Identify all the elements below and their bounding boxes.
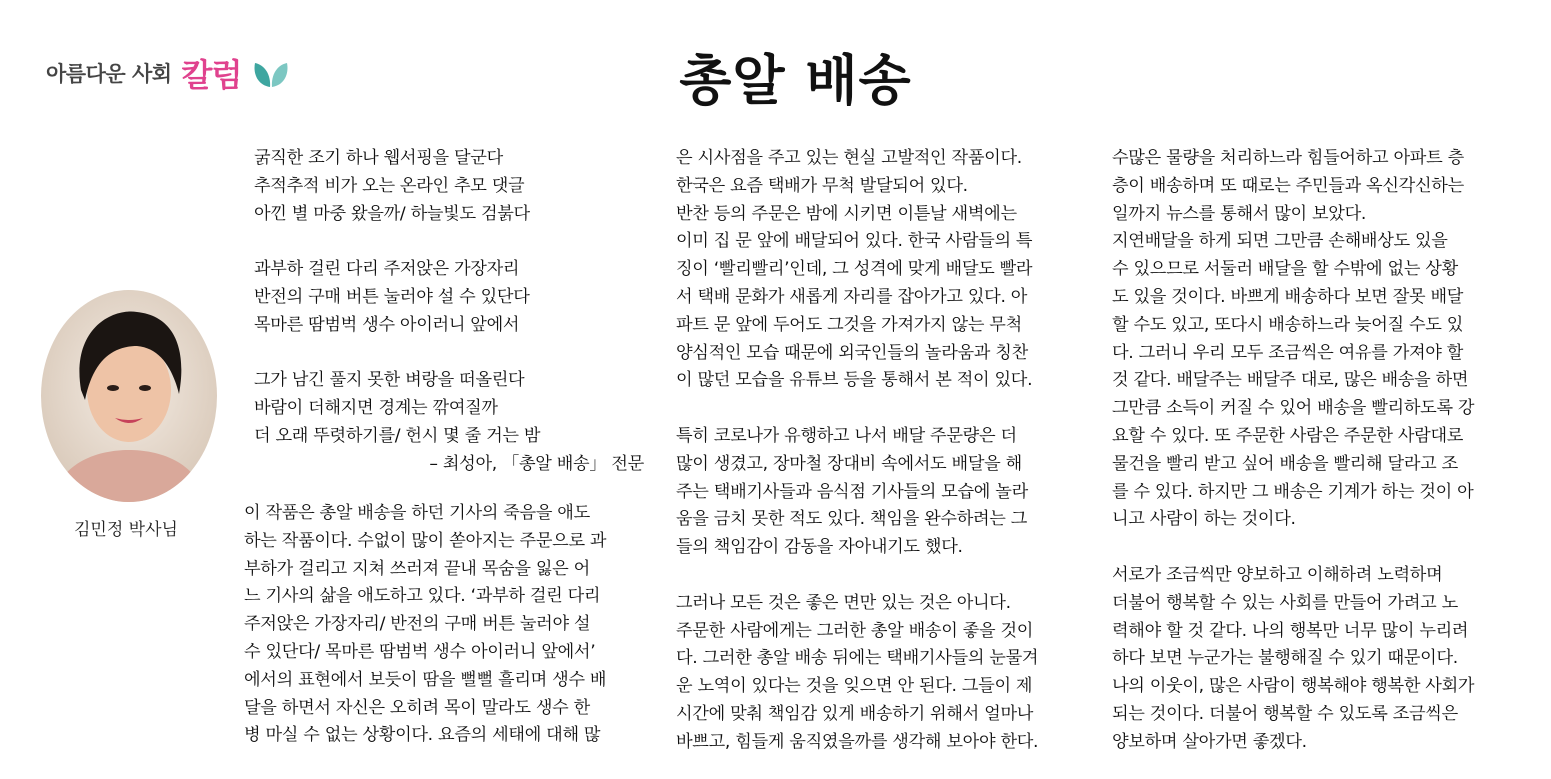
text-line: 그만큼 소득이 커질 수 있어 배송을 빨리하도록 강: [1112, 398, 1475, 419]
text-line: 들의 책임감이 감동을 자아내기도 했다.: [676, 537, 963, 558]
text-line: 서로가 조금씩만 양보하고 이해하려 노력하며: [1112, 564, 1443, 585]
text-line: 파트 문 앞에 두어도 그것을 가져가지 않는 무척: [676, 314, 1022, 335]
text-line: 이 작품은 총알 배송을 하던 기사의 죽음을 애도: [244, 503, 590, 523]
text-line: 바쁘고, 힘들게 움직였을까를 생각해 보아야 한다.: [676, 731, 1039, 752]
poem-line: 목마른 땀범벅 생수 아이러니 앞에서: [254, 314, 520, 335]
text-line: 다. 그러니 우리 모두 조금씩은 여유를 가져야 할: [1112, 342, 1464, 363]
text-line: 부하가 걸리고 지쳐 쓰러져 끝내 목숨을 잃은 어: [244, 558, 590, 579]
author-photo: [41, 290, 217, 502]
poem-block: [254, 145, 644, 479]
text-line: 더불어 행복할 수 있는 사회를 만들어 가려고 노: [1112, 592, 1458, 613]
text-line: 에서의 표현에서 보듯이 땀을 뻘뻘 흘리며 생수 배: [244, 669, 607, 690]
text-line: 지연배달을 하게 되면 그만큼 손해배상도 있을: [1112, 231, 1448, 252]
text-line: 병 마실 수 없는 상황이다. 요즘의 세태에 대해 많: [244, 725, 601, 746]
text-line: 징이 ‘빨리빨리’인데, 그 성격에 맞게 배달도 빨라: [676, 259, 1033, 280]
text-line: 서 택배 문화가 새롭게 자리를 잡아가고 있다. 아: [676, 286, 1028, 307]
text-line: 시간에 맞춰 책임감 있게 배송하기 위해서 얼마나: [676, 703, 1034, 724]
text-line: 를 수 있다. 하지만 그 배송은 기계가 하는 것이 아: [1112, 481, 1474, 502]
text-line: 수 있단다/ 목마른 땀범벅 생수 아이러니 앞에서’: [244, 641, 596, 662]
page-title: 총알 배송: [679, 49, 912, 112]
text-line: 움을 금치 못한 적도 있다. 책임을 완수하려는 그: [676, 509, 1028, 530]
column-3: [1112, 145, 1517, 757]
text-line: 느 기사의 삶을 애도하고 있다. ‘과부하 걸린 다리: [244, 586, 601, 607]
text-line: 이미 집 문 앞에 배달되어 있다. 한국 사람들의 특: [676, 231, 1033, 252]
text-line: 물건을 빨리 받고 싶어 배송을 빨리해 달라고 조: [1112, 453, 1458, 474]
text-line: 수 있으므로 서둘러 배달을 할 수밖에 없는 상황: [1112, 259, 1458, 280]
text-line: 요할 수 있다. 또 주문한 사람은 주문한 사람대로: [1112, 425, 1464, 446]
text-line: 이 많던 모습을 유튜브 등을 통해서 본 적이 있다.: [676, 370, 1033, 391]
section-label-accent: 칼럼: [181, 56, 242, 94]
poem-line: 더 오래 뚜렷하기를/ 헌시 몇 줄 거는 밤: [254, 425, 541, 446]
text-line: 할 수도 있고, 또다시 배송하느라 늦어질 수도 있: [1112, 314, 1464, 335]
text-line: 층이 배송하며 또 때로는 주민들과 옥신각신하는: [1112, 175, 1464, 196]
text-line: 그러나 모든 것은 좋은 면만 있는 것은 아니다.: [676, 592, 1011, 613]
section-label: 아름다운 사회: [46, 62, 172, 86]
text-line: 하는 작품이다. 수없이 많이 쏟아지는 주문으로 과: [244, 530, 607, 551]
text-line: 양심적인 모습 때문에 외국인들의 놀라움과 칭찬: [676, 342, 1028, 363]
poem-line: 굵직한 조기 하나 웹서핑을 달군다: [254, 148, 503, 168]
poem-line: 반전의 구매 버튼 눌러야 설 수 있단다: [254, 286, 530, 307]
text-line: 주저앉은 가장자리/ 반전의 구매 버튼 눌러야 설: [244, 614, 591, 635]
text-line: 하다 보면 누군가는 불행해질 수 있기 때문이다.: [1112, 648, 1458, 669]
poem-line: 바람이 더해지면 경계는 깎여질까: [254, 398, 498, 419]
text-line: 니고 사람이 하는 것이다.: [1112, 509, 1296, 530]
poem-line: 아낀 별 마중 왔을까/ 하늘빛도 검붉다: [254, 203, 530, 224]
text-line: 주는 택배기사들과 음식점 기사들의 모습에 놀라: [676, 481, 1028, 502]
text-line: 주문한 사람에게는 그러한 총알 배송이 좋을 것이: [676, 620, 1034, 641]
poem-line: 과부하 걸린 다리 주저앉은 가장자리: [254, 259, 520, 280]
column-1: [244, 500, 644, 750]
text-line: 운 노역이 있다는 것을 잊으면 안 된다. 그들이 제: [676, 676, 1033, 697]
text-line: 은 시사점을 주고 있는 현실 고발적인 작품이다.: [676, 148, 1022, 168]
poem-line: 추적추적 비가 오는 온라인 추모 댓글: [254, 175, 525, 196]
text-line: 특히 코로나가 유행하고 나서 배달 주문량은 더: [676, 425, 1017, 446]
column-2: [676, 145, 1081, 757]
text-line: 반찬 등의 주문은 밤에 시키면 이튿날 새벽에는: [676, 203, 1017, 224]
author-caption: 김민정 박사님: [74, 520, 178, 540]
text-line: 달을 하면서 자신은 오히려 목이 말라도 생수 한: [244, 697, 590, 718]
text-line: 되는 것이다. 더불어 행복할 수 있도록 조금씩은: [1112, 703, 1458, 724]
text-line: 수많은 물량을 처리하느라 힘들어하고 아파트 층: [1112, 148, 1464, 168]
text-line: 일까지 뉴스를 통해서 많이 보았다.: [1112, 203, 1367, 224]
text-line: 양보하며 살아가면 좋겠다.: [1112, 731, 1307, 752]
text-line: 도 있을 것이다. 바쁘게 배송하다 보면 잘못 배달: [1112, 286, 1464, 307]
text-line: 한국은 요즘 택배가 무척 발달되어 있다.: [676, 175, 968, 196]
poem-attribution: – 최성아, 「총알 배송」 전문: [429, 453, 644, 474]
text-line: 다. 그러한 총알 배송 뒤에는 택배기사들의 눈물겨: [676, 648, 1039, 669]
text-line: 것 같다. 배달주는 배달주 대로, 많은 배송을 하면: [1112, 370, 1469, 391]
text-line: 나의 이웃이, 많은 사람이 행복해야 행복한 사회가: [1112, 676, 1475, 697]
text-line: 력해야 할 것 같다. 나의 행복만 너무 많이 누리려: [1112, 620, 1469, 641]
text-line: 많이 생겼고, 장마철 장대비 속에서도 배달을 해: [676, 453, 1022, 474]
poem-line: 그가 남긴 풀지 못한 벼랑을 떠올린다: [254, 370, 525, 391]
